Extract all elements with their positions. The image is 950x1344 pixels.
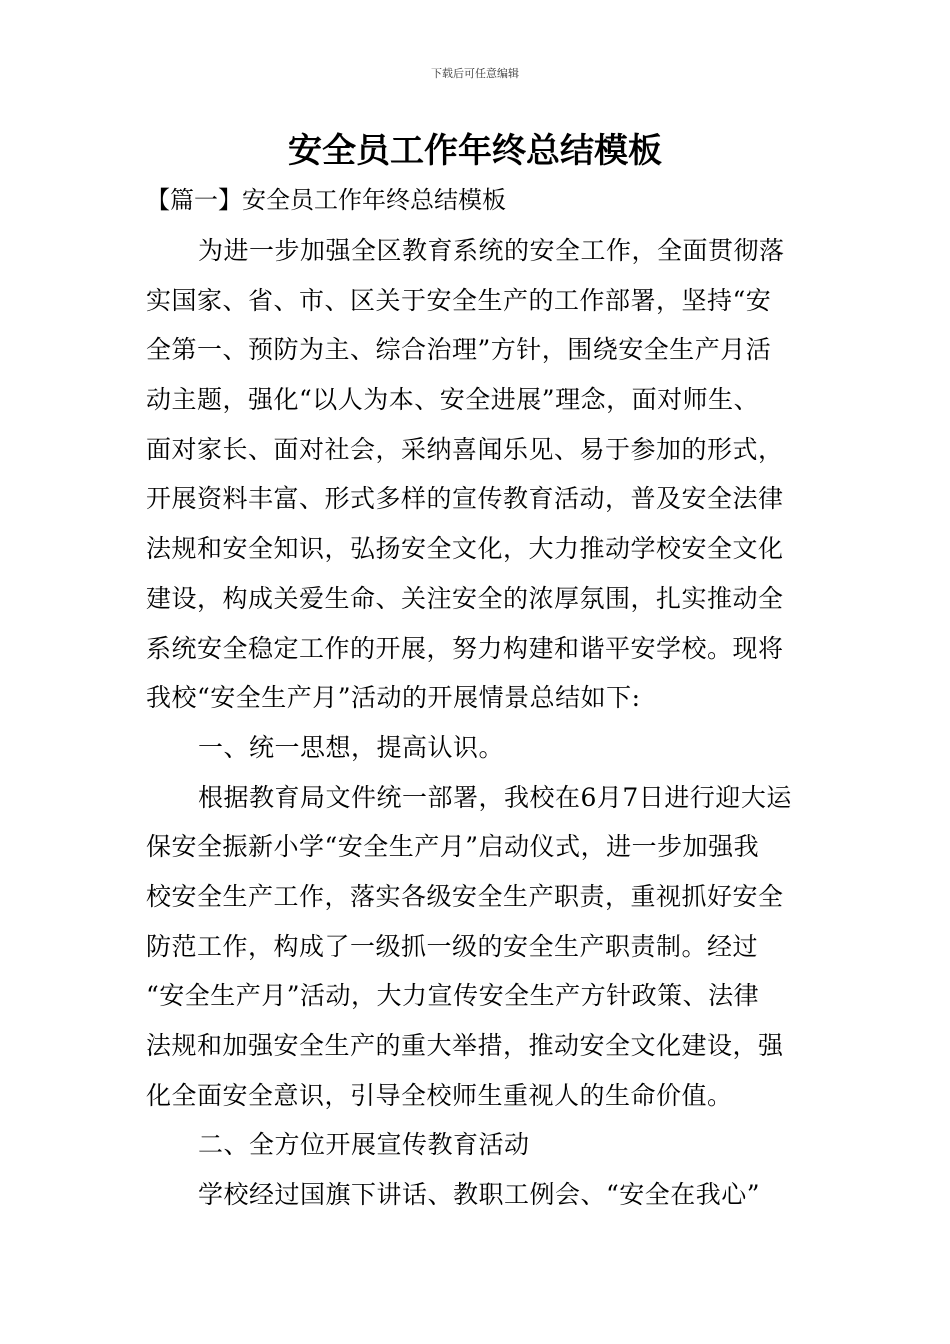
document-body (146, 226, 808, 1220)
paragraph-line: 全第一、预防为主、综合治理”方针，围绕安全生产月活 (146, 335, 772, 365)
paragraph-line: 面对家长、面对社会，采纳喜闻乐见、易于参加的形式， (146, 434, 784, 464)
document-title: 安全员工作年终总结模板 (288, 131, 662, 171)
header-note: 下载后可任意编辑 (431, 67, 519, 80)
paragraph-line: 开展资料丰富、形式多样的宣传教育活动，普及安全法律 (146, 484, 784, 514)
paragraph-line: 法规和安全知识，弘扬安全文化，大力推动学校安全文化 (146, 534, 784, 564)
subheading-line: 二、全方位开展宣传教育活动 (198, 1130, 530, 1160)
paragraph-line: 根据教育局文件统一部署，我校在6月7日进行迎大运 (198, 782, 792, 812)
paragraph-line: 化全面安全意识，引导全校师生重视人的生命价值。 (146, 1080, 733, 1110)
subheading-line: 一、统一思想，提高认识。 (198, 732, 505, 762)
paragraph-line: 建设，构成关爱生命、关注安全的浓厚氛围，扎实推动全 (146, 583, 784, 613)
paragraph-line: “安全生产月”活动，大力宣传安全生产方针政策、法律 (146, 981, 760, 1011)
paragraph-line: 我校“安全生产月”活动的开展情景总结如下: (146, 683, 641, 713)
paragraph-line: 学校经过国旗下讲话、教职工例会、“安全在我心” (198, 1180, 761, 1210)
paragraph-line: 防范工作，构成了一级抓一级的安全生产职责制。经过 (146, 931, 759, 961)
paragraph-line: 法规和加强安全生产的重大举措，推动安全文化建设，强 (146, 1031, 784, 1060)
paragraph-line: 系统安全稳定工作的开展，努力构建和谐平安学校。现将 (146, 633, 784, 663)
paragraph-line: 动主题，强化“以人为本、安全进展”理念，面对师生、 (146, 385, 760, 415)
section-heading: 【篇一】安全员工作年终总结模板 (146, 186, 506, 214)
paragraph-line: 为进一步加强全区教育系统的安全工作，全面贯彻落 (198, 236, 785, 265)
paragraph-line: 实国家、省、市、区关于安全生产的工作部署，坚持“安 (146, 285, 772, 315)
paragraph-line: 校安全生产工作，落实各级安全生产职责，重视抓好安全 (146, 881, 784, 911)
paragraph-line: 保安全振新小学“安全生产月”启动仪式，进一步加强我 (146, 832, 760, 862)
